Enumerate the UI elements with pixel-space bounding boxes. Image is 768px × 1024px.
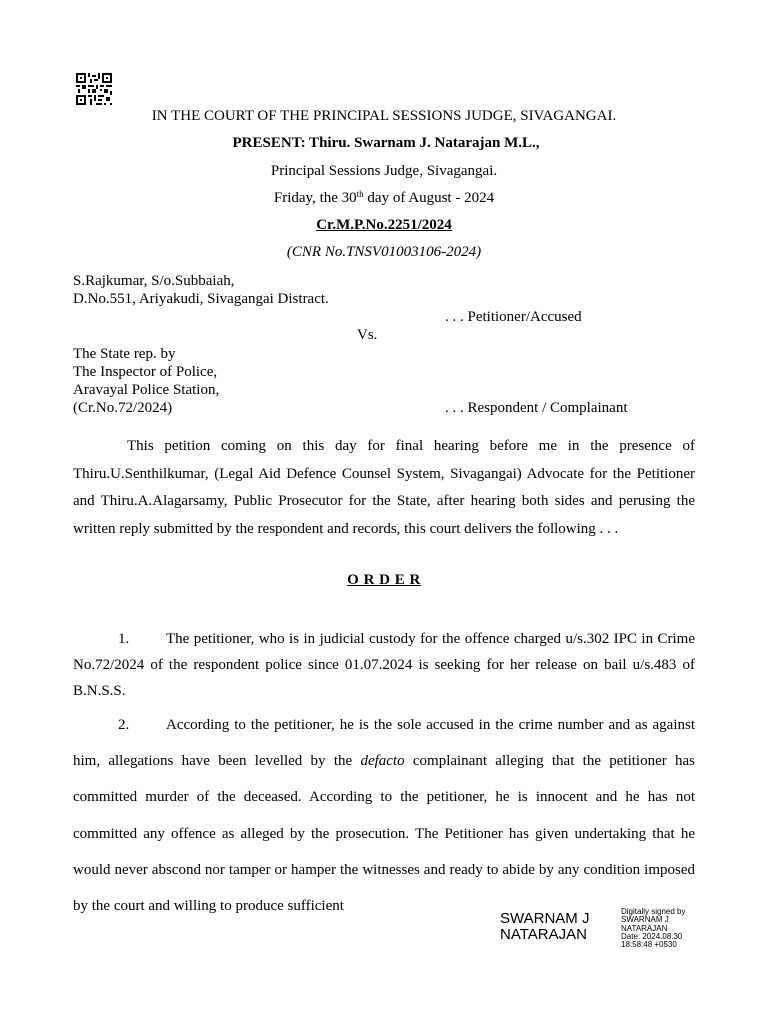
qr-code-icon — [76, 73, 112, 105]
intro-paragraph: This petition coming on this day for final hearing before me in the presence of Thiru.U.Senthilkumar, (Legal Aid Defence Counsel System, Sivagangai) Advocate for the Petitioner and Thiru.A.Alagarsamy, Public Prosecutor for the State, after hearing both sides and perusing the written reply submitted by the respondent and records, this court delivers the following . . . — [73, 438, 695, 537]
respondent-line-2: The Inspector of Police, — [73, 364, 218, 380]
respondent-line-3: Aravayal Police Station, — [73, 382, 220, 398]
respondent-line-1: The State rep. by — [73, 346, 176, 362]
presiding-judge: PRESENT: Thiru. Swarnam J. Natarajan M.L., — [232, 135, 540, 151]
digital-signature-details: Digitally signed by SWARNAM J NATARAJAN Date: 2024.08.30 18:58:48 +0530 — [621, 907, 686, 950]
order-paragraph-2: 2. According to the petitioner, he is the sole accused in the crime number and as against him, allegations have been levelled by the defacto complainant alleging that the petitioner has committed murder of the deceased. According to the petitioner, he is innocent and he has not committed any offence as alleged by the prosecution. The Petitioner has given undertaking that he would never abscond nor tamper or hamper the witnesses and ready to abide by any condition imposed by the court and willing to produce sufficient — [73, 717, 695, 915]
paragraph-number: 2. — [118, 717, 130, 733]
respondent-role: . . . Respondent / Complainant — [445, 400, 628, 416]
paragraph-number: 1. — [118, 631, 130, 647]
digital-signature-name: SWARNAM J NATARAJAN — [500, 910, 590, 943]
order-date: Friday, the 30th day of August - 2024 — [273, 189, 495, 206]
petitioner-name: S.Rajkumar, S/o.Subbaiah, — [73, 273, 235, 289]
cnr-number: (CNR No.TNSV01003106-2024) — [286, 244, 482, 260]
respondent-crime-number: (Cr.No.72/2024) — [73, 400, 173, 416]
order-paragraph-1: 1. The petitioner, who is in judicial custody for the offence charged u/s.302 IPC in Crime No.72/2024 of the respondent police since 01.07.2024 is seeking for her release on bail u/s.483 of B.N.S.S. — [73, 631, 695, 699]
order-heading: O R D E R — [347, 572, 421, 588]
petitioner-address: D.No.551, Ariyakudi, Sivagangai Distract. — [73, 291, 329, 307]
court-title: IN THE COURT OF THE PRINCIPAL SESSIONS JUDGE, SIVAGANGAI. — [151, 108, 617, 124]
versus-label: Vs. — [357, 327, 378, 343]
judge-designation: Principal Sessions Judge, Sivagangai. — [270, 163, 498, 179]
petitioner-role: . . . Petitioner/Accused — [445, 309, 582, 325]
case-number: Cr.M.P.No.2251/2024 — [316, 217, 452, 233]
